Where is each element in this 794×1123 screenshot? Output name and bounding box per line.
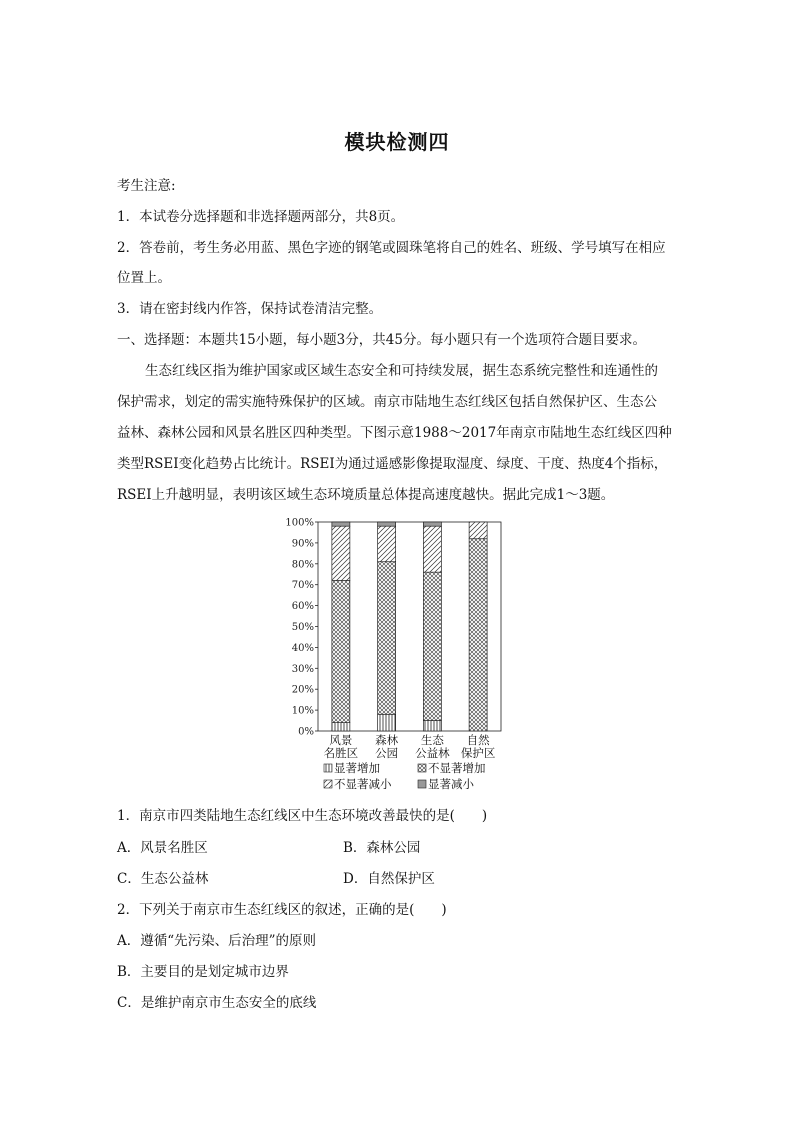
notice-item-2: 2．答卷前，考生务必用蓝、黑色字迹的钢笔或圆珠笔将自己的姓名、班级、学号填写在相应 xyxy=(117,240,666,256)
passage-line-4: 类型RSEI变化趋势占比统计。RSEI为通过遥感影像提取湿度、绿度、干度、热度4个指标， xyxy=(117,456,668,472)
bar-segment xyxy=(423,522,441,526)
section-heading: 一、选择题：本题共15小题，每小题3分，共45分。每小题只有一个选项符合题目要求。 xyxy=(117,332,646,348)
legend-label: 不显著增加 xyxy=(428,761,486,775)
bar-segment xyxy=(423,526,441,572)
y-tick-label: 0% xyxy=(298,726,314,738)
y-tick-label: 80% xyxy=(291,559,314,571)
y-tick-label: 20% xyxy=(291,684,314,696)
notice-item-2-cont: 位置上。 xyxy=(117,270,171,286)
x-category-label: 生态 xyxy=(420,733,444,747)
legend-label: 不显著减小 xyxy=(334,777,392,791)
bar-segment xyxy=(378,526,396,562)
bar-segment xyxy=(423,721,441,731)
page-title: 模块检测四 xyxy=(344,130,450,154)
bar-segment xyxy=(378,714,396,731)
y-tick-label: 30% xyxy=(291,663,314,675)
bar-segment xyxy=(378,522,396,526)
question-1-option-a[interactable]: A．风景名胜区 xyxy=(117,840,208,856)
y-tick-label: 60% xyxy=(291,601,314,613)
x-category-label: 风景 xyxy=(329,733,353,747)
x-category-label: 保护区 xyxy=(460,746,496,760)
passage-line-3: 益林、森林公园和风景名胜区四种类型。下图示意1988～2017年南京市陆地生态红线区四种 xyxy=(117,425,672,441)
x-category-label: 森林 xyxy=(375,733,399,747)
legend-swatch xyxy=(324,764,332,772)
notice-item-1: 1．本试卷分选择题和非选择题两部分，共8页。 xyxy=(117,209,405,225)
bar-segment xyxy=(469,539,487,731)
bar-segment xyxy=(332,526,350,580)
y-tick-label: 90% xyxy=(291,538,314,550)
x-category-label: 名胜区 xyxy=(323,746,359,760)
question-1-options-row-1 xyxy=(117,838,683,858)
y-tick-label: 70% xyxy=(291,580,314,592)
x-category-label: 自然 xyxy=(466,733,490,747)
question-1-options-row-2 xyxy=(117,869,683,889)
passage-line-1: 生态红线区指为维护国家或区域生态安全和可持续发展，据生态系统完整性和连通性的 xyxy=(145,363,658,379)
question-2-option-b[interactable]: B．主要目的是划定城市边界 xyxy=(117,964,289,980)
bar-segment xyxy=(332,581,350,723)
question-2-option-c[interactable]: C．是维护南京市生态安全的底线 xyxy=(117,995,317,1011)
question-2-option-a[interactable]: A．遵循“先污染、后治理”的原则 xyxy=(117,933,317,949)
legend-label: 显著增加 xyxy=(334,761,380,775)
notice-heading: 考生注意: xyxy=(117,178,176,194)
question-1-stem: 1．南京市四类陆地生态红线区中生态环境改善最快的是( ) xyxy=(117,808,488,824)
question-2-stem: 2．下列关于南京市生态红线区的叙述，正确的是( ) xyxy=(117,902,447,918)
bar-segment xyxy=(332,723,350,731)
legend-swatch xyxy=(418,780,426,788)
y-tick-label: 10% xyxy=(291,705,314,717)
question-1-option-d[interactable]: D．自然保护区 xyxy=(343,871,435,887)
legend-swatch xyxy=(418,764,426,772)
bar-segment xyxy=(469,522,487,539)
x-category-label: 公园 xyxy=(375,746,399,760)
bar-segment xyxy=(378,562,396,715)
chart-svg xyxy=(280,512,520,797)
y-tick-label: 40% xyxy=(291,642,314,654)
bar-segment xyxy=(423,572,441,720)
question-1-option-c[interactable]: C．生态公益林 xyxy=(117,871,209,887)
notice-item-3: 3．请在密封线内作答，保持试卷清洁完整。 xyxy=(117,301,383,317)
question-1-option-b[interactable]: B．森林公园 xyxy=(343,840,421,856)
passage-line-5: RSEI上升越明显，表明该区域生态环境质量总体提高速度越快。据此完成1～3题。 xyxy=(117,487,615,503)
y-tick-label: 100% xyxy=(285,517,314,529)
rsei-trend-chart xyxy=(280,512,520,797)
legend-swatch xyxy=(324,780,332,788)
y-tick-label: 50% xyxy=(291,622,314,633)
legend-label: 显著减小 xyxy=(428,777,474,791)
x-category-label: 公益林 xyxy=(415,746,450,760)
passage-line-2: 保护需求，划定的需实施特殊保护的区域。南京市陆地生态红线区包括自然保护区、生态公 xyxy=(117,394,657,410)
bar-segment xyxy=(332,522,350,526)
